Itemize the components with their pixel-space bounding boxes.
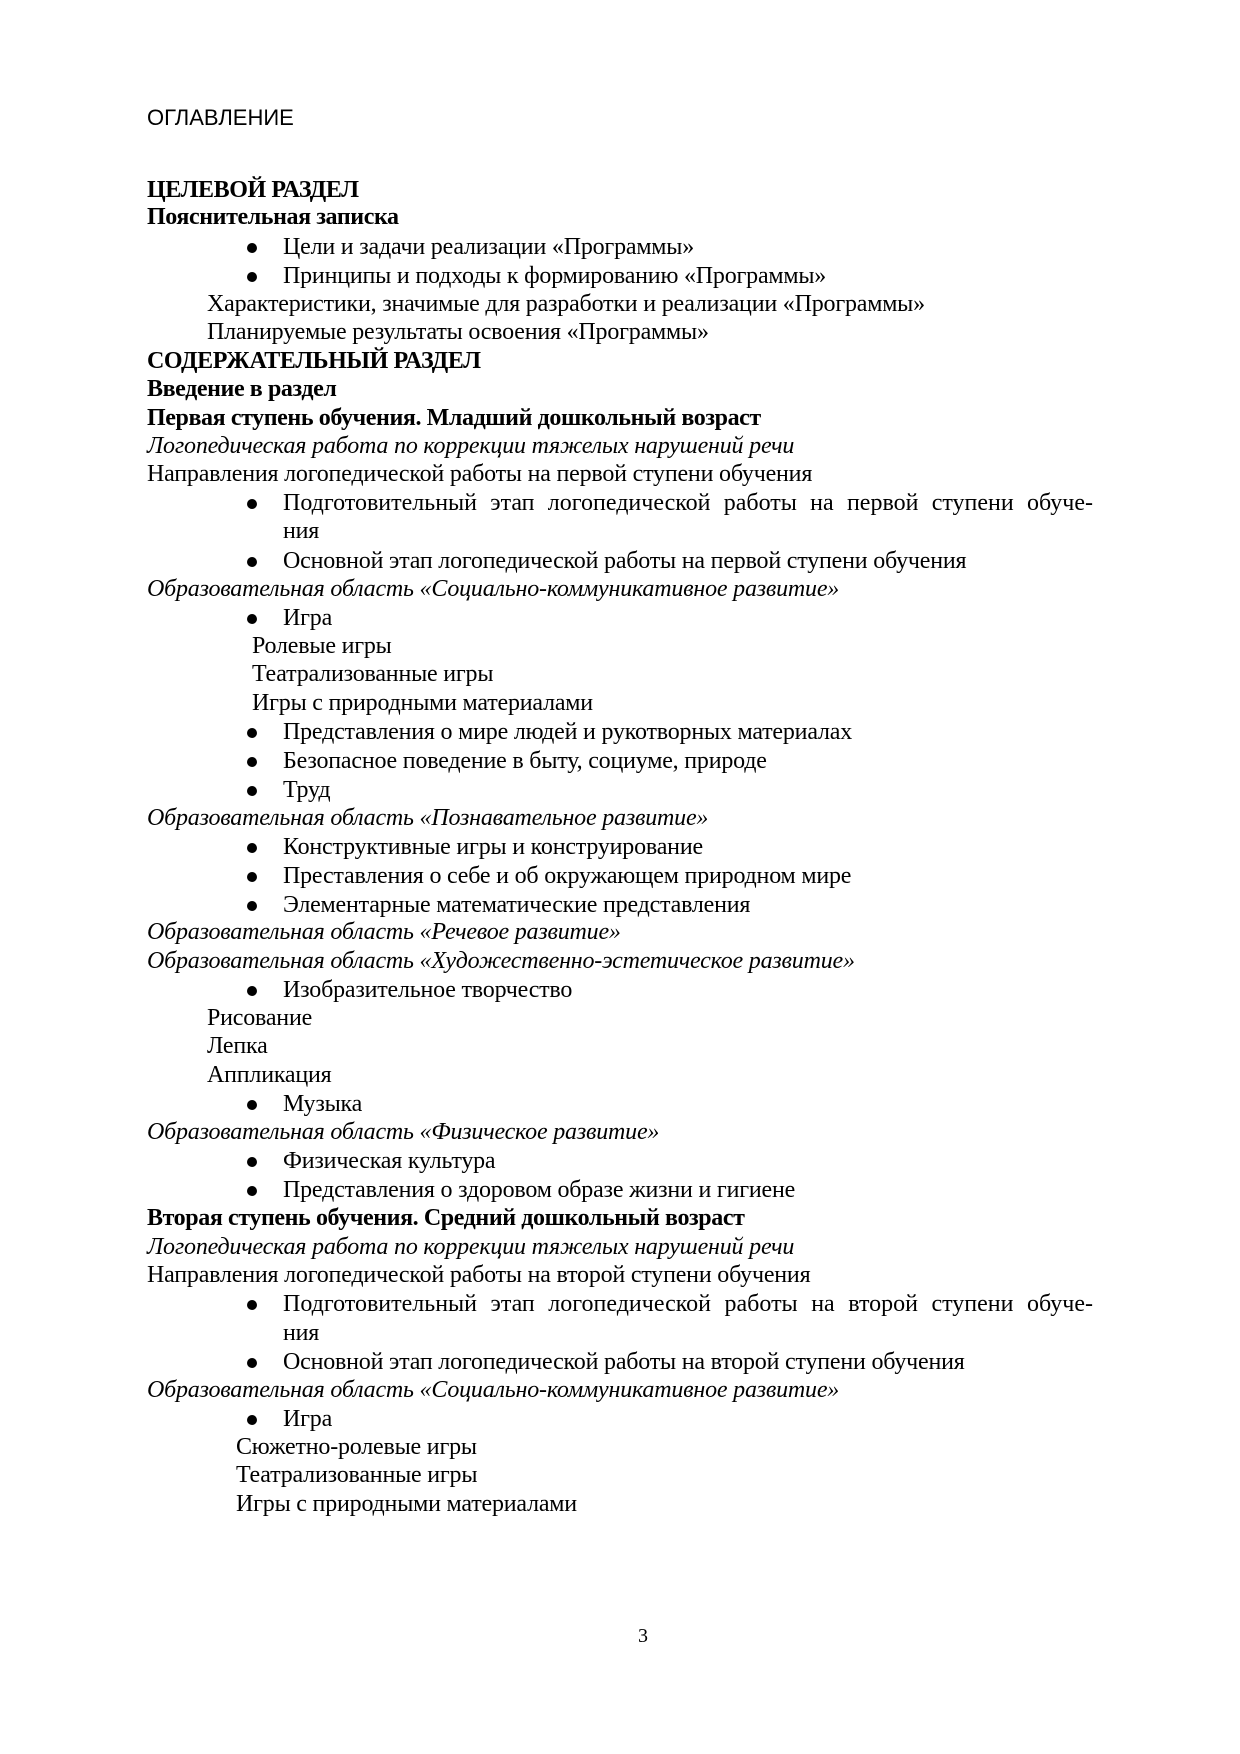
toc-item: Принципы и подходы к формированию «Программы» — [283, 263, 827, 289]
toc-item: Музыка — [283, 1091, 363, 1117]
bullet-icon — [247, 872, 257, 882]
toc-subitem: Лепка — [207, 1033, 268, 1059]
page-number: 3 — [638, 1625, 648, 1647]
toc-subitem: Сюжетно-ролевые игры — [236, 1434, 477, 1460]
toc-item: Направления логопедической работы на первой ступени обучения — [147, 461, 813, 487]
toc-item-continuation: ния — [283, 518, 320, 544]
bullet-icon — [247, 1358, 257, 1368]
toc-item: Игра — [283, 605, 333, 631]
bullet-icon — [247, 901, 257, 911]
toc-item: Игра — [283, 1406, 333, 1432]
bullet-icon — [247, 243, 257, 253]
bullet-icon — [247, 614, 257, 624]
section-heading-target: ЦЕЛЕВОЙ РАЗДЕЛ — [147, 177, 359, 203]
speech-work-heading: Логопедическая работа по коррекции тяжелых нарушений речи — [147, 433, 795, 459]
toc-item: Основной этап логопедической работы на первой ступени обучения — [283, 548, 967, 574]
toc-item: Подготовительный этап логопедической работы на второй ступени обуче- — [283, 1291, 1093, 1317]
bullet-icon — [247, 1157, 257, 1167]
toc-item: Представления о здоровом образе жизни и гигиене — [283, 1177, 796, 1203]
section-heading-content: СОДЕРЖАТЕЛЬНЫЙ РАЗДЕЛ — [147, 348, 481, 374]
bullet-icon — [247, 499, 257, 509]
bullet-icon — [247, 728, 257, 738]
toc-item: Изобразительное творчество — [283, 977, 573, 1003]
toc-item: Безопасное поведение в быту, социуме, природе — [283, 748, 767, 774]
toc-subitem: Театрализованные игры — [252, 661, 494, 687]
toc-item: Основной этап логопедической работы на второй ступени обучения — [283, 1349, 965, 1375]
toc-item: Конструктивные игры и конструирование — [283, 834, 703, 860]
toc-item: Преставления о себе и об окружающем природном мире — [283, 863, 852, 889]
toc-subitem: Ролевые игры — [252, 633, 392, 659]
toc-subitem: Аппликация — [207, 1062, 332, 1088]
bullet-icon — [247, 1300, 257, 1310]
toc-subitem: Игры с природными материалами — [252, 690, 593, 716]
toc-title: ОГЛАВЛЕНИЕ — [147, 105, 294, 130]
bullet-icon — [247, 986, 257, 996]
toc-item: Направления логопедической работы на второй ступени обучения — [147, 1262, 811, 1288]
toc-item: Физическая культура — [283, 1148, 496, 1174]
area-heading-cognitive: Образовательная область «Познавательное развитие» — [147, 805, 709, 831]
subheading-stage-1: Первая ступень обучения. Младший дошкольный возраст — [147, 405, 761, 431]
toc-item: Цели и задачи реализации «Программы» — [283, 234, 695, 260]
subheading-intro: Введение в раздел — [147, 376, 337, 402]
subheading-explanatory-note: Пояснительная записка — [147, 204, 399, 230]
toc-item: Подготовительный этап логопедической работы на первой ступени обуче- — [283, 490, 1093, 516]
toc-item: Характеристики, значимые для разработки и реализации «Программы» — [207, 291, 925, 317]
toc-subitem: Рисование — [207, 1005, 313, 1031]
area-heading-social: Образовательная область «Социально-коммуникативное развитие» — [147, 576, 840, 602]
toc-item: Планируемые результаты освоения «Программы» — [207, 319, 709, 345]
area-heading-social: Образовательная область «Социально-коммуникативное развитие» — [147, 1377, 840, 1403]
toc-item: Элементарные математические представления — [283, 892, 751, 918]
bullet-icon — [247, 757, 257, 767]
toc-item: Труд — [283, 777, 331, 803]
bullet-icon — [247, 272, 257, 282]
bullet-icon — [247, 1100, 257, 1110]
bullet-icon — [247, 1415, 257, 1425]
bullet-icon — [247, 1186, 257, 1196]
toc-subitem: Театрализованные игры — [236, 1462, 478, 1488]
bullet-icon — [247, 557, 257, 567]
area-heading-artistic: Образовательная область «Художественно-эстетическое развитие» — [147, 948, 855, 974]
toc-item-continuation: ния — [283, 1320, 320, 1346]
bullet-icon — [247, 843, 257, 853]
subheading-stage-2: Вторая ступень обучения. Средний дошкольный возраст — [147, 1205, 745, 1231]
toc-item: Представления о мире людей и рукотворных материалах — [283, 719, 853, 745]
toc-subitem: Игры с природными материалами — [236, 1491, 577, 1517]
bullet-icon — [247, 786, 257, 796]
area-heading-physical: Образовательная область «Физическое развитие» — [147, 1119, 660, 1145]
speech-work-heading: Логопедическая работа по коррекции тяжелых нарушений речи — [147, 1234, 795, 1260]
area-heading-speech: Образовательная область «Речевое развитие» — [147, 919, 621, 945]
